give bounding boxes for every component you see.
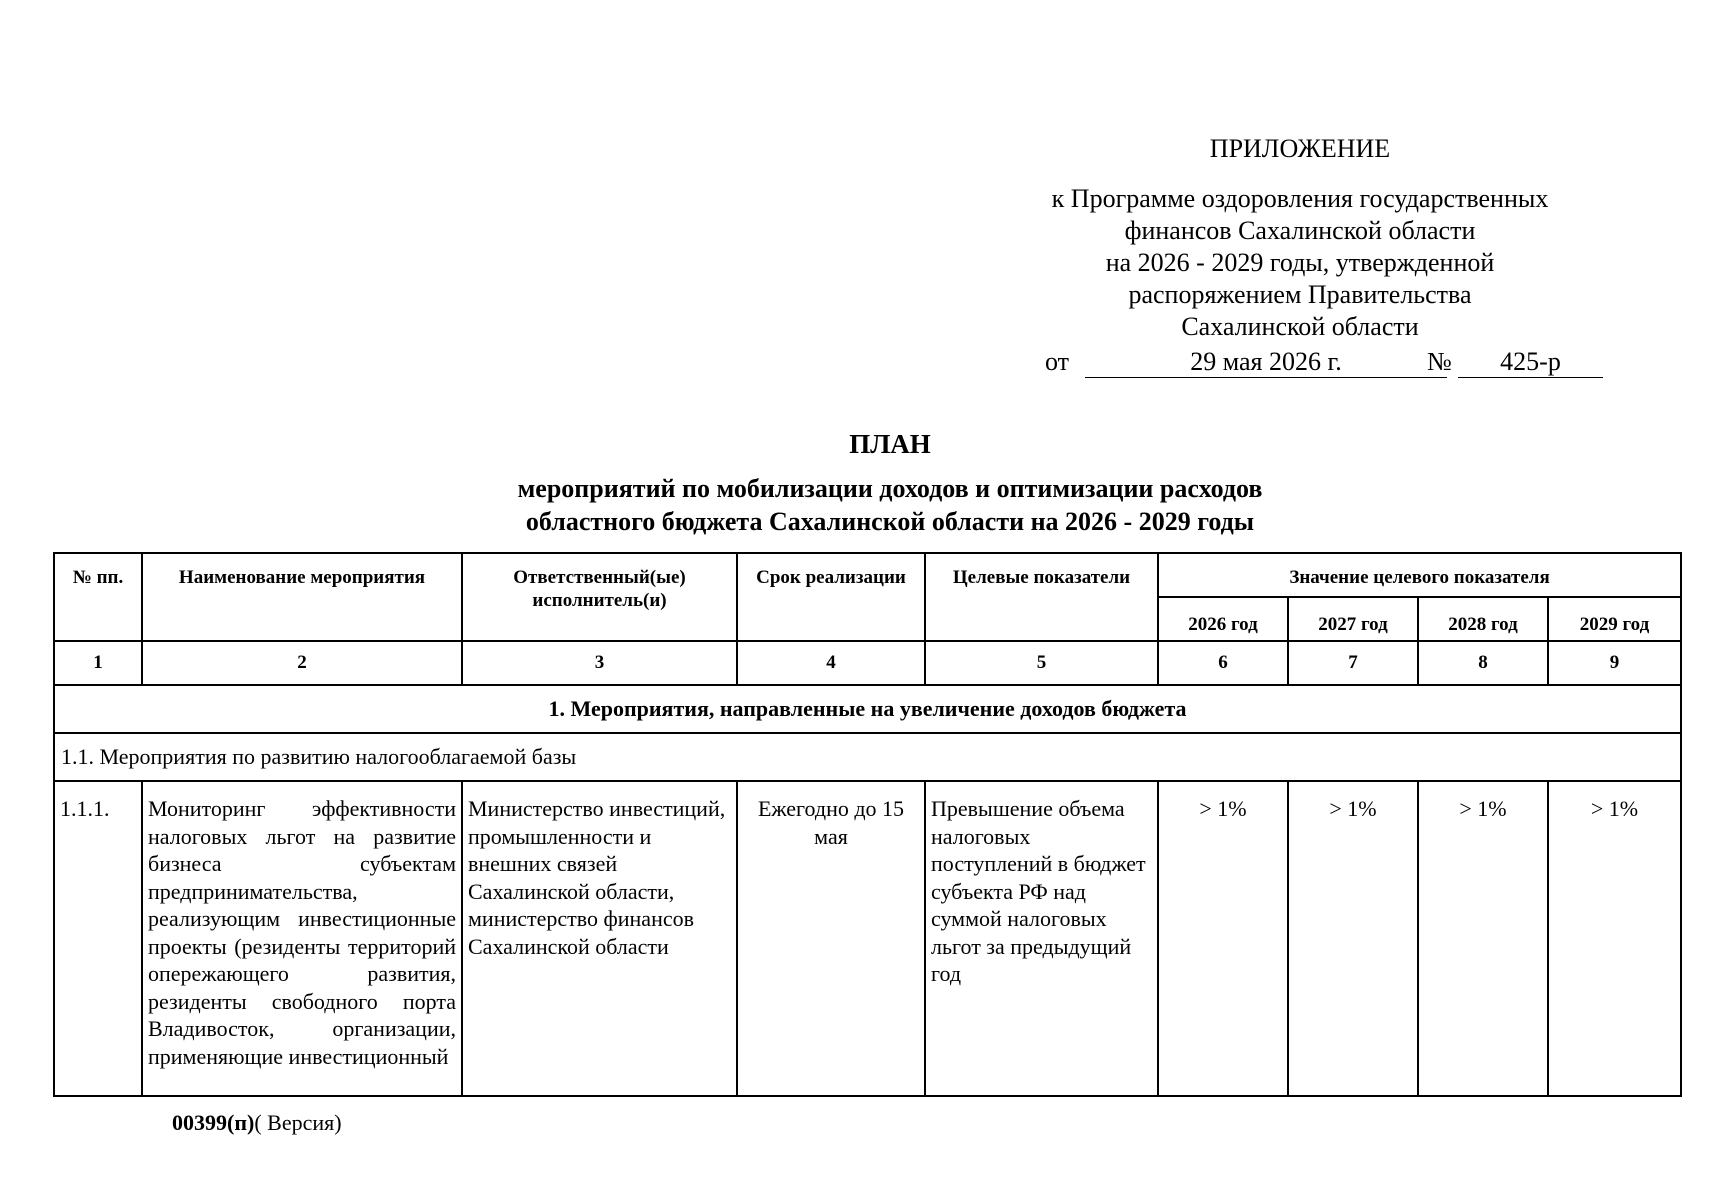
column-number: 9 (1548, 641, 1681, 685)
document-version: ( Версия) (254, 1110, 342, 1135)
header-indicators: Целевые показатели (925, 553, 1158, 641)
row-executor: Министерство инвестиций, промышленности и внешних связей Сахалинской области, министерство финансов Сахалинской области (462, 781, 737, 1096)
decree-reference (1045, 346, 1605, 380)
row-value-2027: > 1% (1288, 781, 1418, 1096)
decree-date: 29 мая 2026 г. (1085, 346, 1447, 378)
subsection-title: 1.1. Мероприятия по развитию налогооблагаемой базы (54, 733, 1681, 781)
header-term: Срок реализации (737, 553, 925, 641)
appendix-line: на 2026 - 2029 годы, утвержденной (1105, 248, 1495, 277)
header-name: Наименование мероприятия (142, 553, 462, 641)
from-label: от (1045, 347, 1070, 376)
section-title: 1. Мероприятия, направленные на увеличение доходов бюджета (54, 685, 1681, 733)
header-year: 2026 год (1158, 597, 1288, 641)
header-target-values: Значение целевого показателя (1158, 553, 1681, 597)
table-header-row (54, 553, 1681, 597)
column-number: 4 (737, 641, 925, 685)
row-value-2029: > 1% (1548, 781, 1681, 1096)
row-number: 1.1.1. (54, 781, 142, 1096)
row-indicator: Превышение объема налоговых поступлений в бюджет субъекта РФ над суммой налоговых льгот за предыдущий год (925, 781, 1158, 1096)
plan-subtitle-line: областного бюджета Сахалинской области на 2026 - 2029 годы (525, 507, 1255, 536)
appendix-line: к Программе оздоровления государственных (1051, 184, 1549, 213)
row-activity-name: Мониторинг эффективности налоговых льгот на развитие бизнеса субъектам предпринимательства, реализующим инвестиционные проекты (резиденты территорий опережающего развития, резиденты свободного порта Владивосток, организации, применяющие инвестиционный (142, 781, 462, 1096)
column-number: 8 (1418, 641, 1548, 685)
header-num: № пп. (54, 553, 142, 641)
footer-code (172, 1110, 342, 1136)
appendix-block (1020, 133, 1580, 343)
appendix-line: Сахалинской области (1181, 312, 1419, 341)
plan-title: ПЛАН (849, 429, 931, 459)
plan-subtitle-line: мероприятий по мобилизации доходов и оптимизации расходов (517, 474, 1263, 503)
appendix-line: финансов Сахалинской области (1124, 216, 1476, 245)
column-number: 3 (462, 641, 737, 685)
column-number: 5 (925, 641, 1158, 685)
decree-number: 425-р (1458, 346, 1603, 378)
row-term: Ежегодно до 15 мая (737, 781, 925, 1096)
header-year: 2027 год (1288, 597, 1418, 641)
header-year: 2028 год (1418, 597, 1548, 641)
section-row (54, 685, 1681, 733)
appendix-line: распоряжением Правительства (1128, 280, 1472, 309)
column-number: 1 (54, 641, 142, 685)
header-executor: Ответственный(ые) исполнитель(и) (462, 553, 737, 641)
appendix-heading: ПРИЛОЖЕНИЕ (1209, 134, 1391, 163)
row-value-2028: > 1% (1418, 781, 1548, 1096)
column-number: 6 (1158, 641, 1288, 685)
column-number: 7 (1288, 641, 1418, 685)
header-year: 2029 год (1548, 597, 1681, 641)
number-label: № (1427, 347, 1452, 376)
plan-table (53, 552, 1682, 1097)
subsection-row (54, 733, 1681, 781)
column-number: 2 (142, 641, 462, 685)
table-row (54, 781, 1681, 1096)
column-number-row (54, 641, 1681, 685)
row-value-2026: > 1% (1158, 781, 1288, 1096)
document-code: 00399(п) (172, 1110, 255, 1135)
plan-subtitle (0, 472, 1714, 538)
